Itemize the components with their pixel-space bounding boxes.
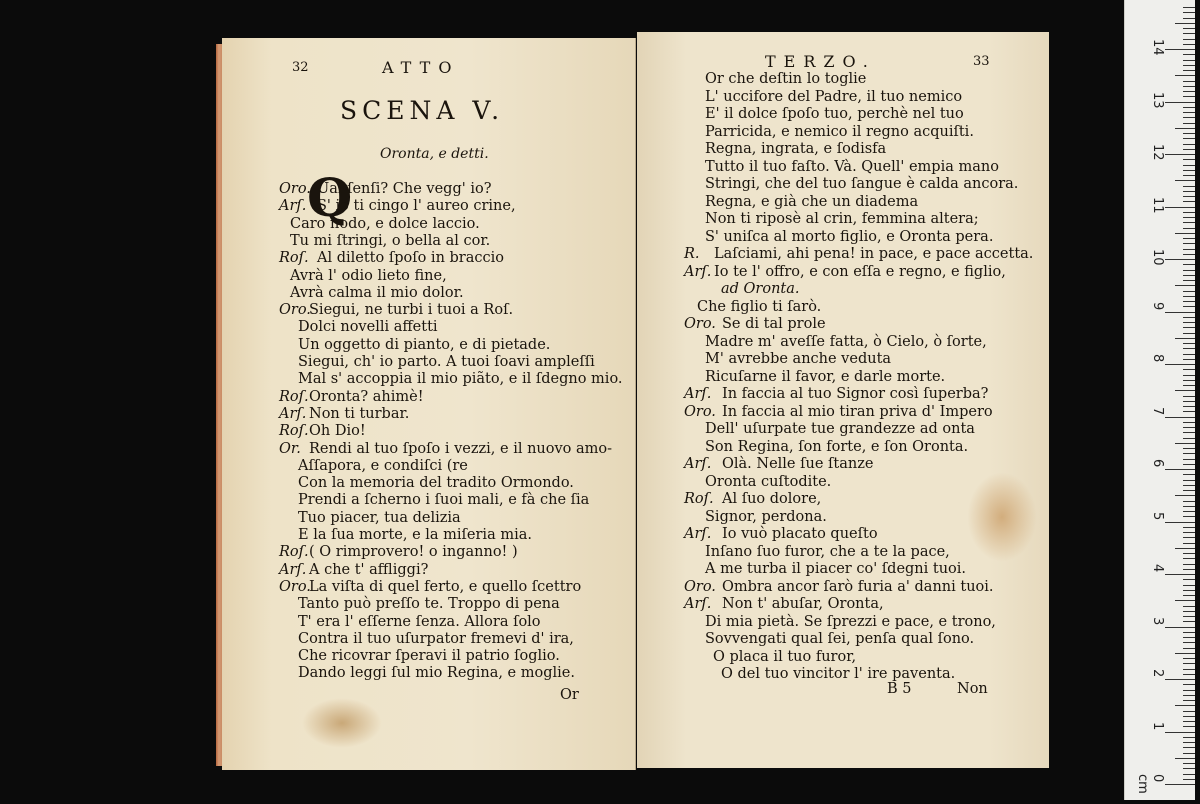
verse-line: E la ſua morte, e la miſeria mia. [298, 527, 532, 543]
verse-line: S' uniſca al morto figlio, e Oronta pera. [705, 228, 994, 245]
ruler-label: 4 [1150, 564, 1165, 573]
ruler-tick [1183, 306, 1195, 307]
verse-line: M' avrebbe anche veduta [705, 351, 892, 367]
ruler-tick [1165, 574, 1195, 575]
ruler-tick [1175, 653, 1195, 654]
ruler-tick [1183, 186, 1195, 187]
verse-line: Tanto può preſſo te. Troppo di pena [298, 596, 560, 613]
ruler-tick [1183, 564, 1195, 565]
ruler-tick [1183, 695, 1195, 696]
ruler-tick [1183, 144, 1195, 145]
verse-line: Oh Dio! [309, 423, 366, 440]
ruler-tick [1183, 753, 1195, 754]
ruler-tick [1183, 28, 1195, 29]
verse-line: Avrà calma il mio dolor. [290, 284, 464, 301]
ruler-tick [1183, 322, 1195, 323]
verse-line: Non ti riposè al crin, femmina altera; [705, 211, 979, 227]
verse-line: Signor, perdona. [705, 508, 827, 525]
ruler-tick [1183, 39, 1195, 40]
verse-line: Dolci novelli affetti [298, 319, 438, 336]
ruler-tick [1183, 60, 1195, 61]
ruler-tick [1183, 527, 1195, 528]
ruler-tick [1183, 480, 1195, 481]
ruler-tick [1183, 411, 1195, 412]
ruler-label: 7 [1150, 406, 1165, 415]
ruler-tick [1183, 165, 1195, 166]
ruler-tick [1183, 91, 1195, 92]
ruler-tick [1183, 669, 1195, 670]
ruler-tick [1183, 86, 1195, 87]
drop-capital: Q [307, 168, 353, 229]
ruler-tick [1183, 569, 1195, 570]
speaker-abbrev: Roſ. [684, 491, 714, 507]
ruler-tick [1183, 585, 1195, 586]
verse-line: Caro nodo, e dolce laccio. [290, 215, 480, 232]
ruler-tick [1183, 674, 1195, 675]
ruler-tick [1165, 784, 1195, 785]
speaker-abbrev: Arſ. [684, 456, 712, 472]
signature-mark: B 5 [887, 681, 912, 697]
ruler-label: 10 [1150, 249, 1165, 266]
ruler-tick [1183, 485, 1195, 486]
ruler-tick [1183, 333, 1195, 334]
ruler-tick [1165, 312, 1195, 313]
ruler-tick [1183, 543, 1195, 544]
speaker-abbrev: Arſ. [684, 263, 712, 280]
ruler-label: 11 [1150, 196, 1165, 214]
ruler-label: 12 [1150, 144, 1165, 161]
ruler-label: 6 [1150, 459, 1165, 468]
ruler-tick [1183, 537, 1195, 538]
ruler-tick [1183, 553, 1195, 554]
ruler-label: 2 [1150, 669, 1165, 678]
ruler-tick [1183, 228, 1195, 229]
ruler-tick [1175, 285, 1195, 286]
right-page-number: 33 [973, 54, 990, 69]
verse-line: Siegui, ne turbi i tuoi a Roſ. [309, 302, 514, 319]
verse-line: E' il dolce ſpoſo tuo, perchè nel tuo [705, 106, 964, 122]
ruler-tick [1183, 768, 1195, 769]
ruler-tick [1183, 18, 1195, 19]
right-catchword: Non [957, 681, 988, 697]
ruler-tick [1183, 212, 1195, 213]
ruler-tick [1165, 679, 1195, 680]
verse-line: Contra il tuo uſurpator fremevi d' ira, [298, 630, 574, 647]
foxing-stain [302, 698, 382, 748]
ruler-tick [1165, 732, 1195, 733]
verse-line: Al diletto ſpoſo in braccio [317, 250, 504, 267]
ruler-tick [1183, 606, 1195, 607]
verse-line: Inſano ſuo furor, che a te la pace, [705, 543, 950, 560]
ruler-tick [1183, 632, 1195, 633]
ruler-tick [1183, 222, 1195, 223]
ruler-tick [1183, 438, 1195, 439]
ruler-tick [1183, 7, 1195, 8]
ruler-tick [1183, 238, 1195, 239]
verse-line: Che figlio ti ſarò. [697, 298, 822, 315]
ruler-tick [1183, 149, 1195, 150]
ruler-tick [1183, 327, 1195, 328]
ruler-tick [1165, 154, 1195, 155]
verse-line: Or che deſtin lo toglie [705, 71, 867, 87]
ruler-tick [1183, 317, 1195, 318]
ruler-tick [1183, 716, 1195, 717]
speaker-abbrev: Roſ. [279, 423, 309, 440]
ruler-tick [1183, 779, 1195, 780]
ruler-tick [1183, 642, 1195, 643]
verse-line: A che t' affliggi? [309, 561, 429, 578]
ruler-tick [1183, 249, 1195, 250]
ruler-tick [1183, 196, 1195, 197]
ruler-tick [1175, 548, 1195, 549]
ruler-tick [1183, 301, 1195, 302]
ruler-tick [1183, 506, 1195, 507]
ruler-tick [1175, 600, 1195, 601]
scene-title: SCENA V. [340, 96, 505, 125]
speaker-abbrev: Arſ. [684, 596, 712, 612]
verse-line: O placa il tuo furor, [713, 648, 857, 665]
ruler-tick [1183, 690, 1195, 691]
ruler-tick [1183, 175, 1195, 176]
ruler-label: 9 [1150, 301, 1165, 310]
speaker-abbrev: Roſ. [279, 250, 309, 267]
ruler-tick [1183, 621, 1195, 622]
ruler-label: 5 [1150, 511, 1165, 520]
verse-line: Mal s' accoppia il mio piãto, e il ſdegno mio. [298, 371, 623, 388]
ruler-tick [1183, 616, 1195, 617]
ruler-tick [1165, 259, 1195, 260]
ruler-tick [1183, 490, 1195, 491]
ruler-tick [1165, 102, 1195, 103]
ruler-tick [1183, 354, 1195, 355]
verse-line: Rendi al tuo ſpoſo i vezzi, e il nuovo amo- [309, 440, 613, 457]
ruler-tick [1183, 296, 1195, 297]
ruler-tick [1175, 180, 1195, 181]
ruler-tick [1183, 637, 1195, 638]
verse-line: Al ſuo dolore, [722, 491, 822, 507]
speaker-abbrev: Oro. [279, 181, 311, 197]
ruler-tick [1165, 364, 1195, 365]
left-page [222, 38, 636, 770]
ruler-tick [1183, 44, 1195, 45]
ruler-tick [1175, 443, 1195, 444]
ruler-label: 1 [1150, 721, 1165, 730]
ruler-tick [1175, 338, 1195, 339]
verse-line: La viſta di quel ferto, e quello ſcettro [309, 578, 582, 595]
ruler-tick [1183, 684, 1195, 685]
ruler-tick [1183, 65, 1195, 66]
ruler-tick [1183, 170, 1195, 171]
ruler-tick [1175, 495, 1195, 496]
ruler-tick [1183, 112, 1195, 113]
ruler-tick [1183, 511, 1195, 512]
speaker-abbrev: Roſ. [279, 388, 309, 405]
ruler-tick [1183, 401, 1195, 402]
ruler-tick [1183, 33, 1195, 34]
verse-line: Dando leggi ſul mio Regina, e moglie. [298, 665, 575, 682]
ruler-tick [1183, 427, 1195, 428]
ruler-tick [1183, 343, 1195, 344]
verse-line: Ombra ancor ſarò furia a' danni tuoi. [722, 578, 994, 595]
verse-line: ( O rimprovero! o inganno! ) [309, 544, 518, 561]
ruler-tick [1183, 658, 1195, 659]
verse-line: Sovvengati qual ſei, penſa qual ſono. [705, 631, 975, 647]
ruler-tick [1183, 747, 1195, 748]
ruler-tick [1183, 369, 1195, 370]
ruler-label: 0 cm [1135, 774, 1165, 794]
ruler-tick [1183, 138, 1195, 139]
verse-line: Tu mi ſtringi, o bella al cor. [290, 232, 491, 249]
ruler-tick [1183, 359, 1195, 360]
speaker-abbrev: Oro. [684, 403, 716, 420]
verse-line: Tutto il tuo faſto. Và. Quell' empia mano [705, 158, 999, 175]
speaker-abbrev: Arſ. [279, 561, 307, 578]
verse-line: Io vuò placato queſto [722, 526, 878, 542]
speaker-abbrev: Oro. [684, 578, 716, 595]
speaker-abbrev: Arſ. [684, 386, 712, 402]
speaker-abbrev: Roſ. [279, 544, 309, 561]
verse-line: T' era l' eſſerne ſenza. Allora ſolo [298, 613, 541, 630]
ruler-tick [1165, 469, 1195, 470]
ruler-tick [1165, 49, 1195, 50]
ruler-tick [1183, 54, 1195, 55]
ruler-tick [1183, 737, 1195, 738]
ruler-tick [1183, 422, 1195, 423]
ruler-tick [1183, 774, 1195, 775]
ruler-tick [1165, 417, 1195, 418]
ruler-tick [1183, 96, 1195, 97]
ruler-tick [1183, 700, 1195, 701]
speaker-abbrev: Arſ. [684, 526, 712, 542]
ruler-tick [1183, 558, 1195, 559]
ruler-tick [1165, 522, 1195, 523]
ruler-tick [1175, 75, 1195, 76]
ruler-tick [1183, 742, 1195, 743]
ruler-tick [1165, 627, 1195, 628]
ruler-tick [1183, 663, 1195, 664]
verse-line: Madre m' aveſſe fatta, ò Cielo, ò ſorte, [705, 333, 987, 350]
verse-line: Che ricovrar ſperavi il patrio ſoglio. [298, 648, 560, 665]
ruler-tick [1175, 233, 1195, 234]
ruler-tick [1183, 763, 1195, 764]
verse-line: Oronta? ahimè! [309, 388, 424, 405]
verse-line: S' io ti cingo l' aureo crine, [317, 198, 516, 215]
verse-line: Tuo piacer, tua delizia [298, 509, 461, 526]
ruler-tick [1183, 107, 1195, 108]
speaker-abbrev: Or. [279, 440, 301, 457]
verse-line: In faccia al mio tiran priva d' Impero [722, 403, 993, 420]
ruler-tick [1183, 375, 1195, 376]
speaker-abbrev: R. [684, 246, 700, 262]
ruler-tick [1175, 705, 1195, 706]
ruler-label: 13 [1150, 91, 1165, 109]
ruler-tick [1183, 123, 1195, 124]
ruler-tick [1183, 726, 1195, 727]
verse-line: Olà. Nelle ſue ſtanze [722, 456, 874, 472]
ruler-label: 14 [1150, 39, 1165, 56]
verse-line: Dell' uſurpate tue grandezze ad onta [705, 421, 975, 437]
verse-line: A me turba il piacer co' ſdegni tuoi. [705, 561, 967, 577]
ruler-tick [1183, 12, 1195, 13]
left-page-number: 32 [292, 60, 309, 75]
ruler-tick [1183, 280, 1195, 281]
ruler-tick [1183, 159, 1195, 160]
ruler-label: 8 [1150, 354, 1165, 363]
ruler-tick [1183, 579, 1195, 580]
verse-line: Prendi a ſcherno i ſuoi mali, e fà che ſia [298, 492, 590, 509]
speaker-abbrev: Oro. [684, 316, 716, 332]
ruler-tick [1175, 758, 1195, 759]
ruler-tick [1183, 648, 1195, 649]
ruler-tick [1183, 532, 1195, 533]
ruler-label: 3 [1150, 616, 1165, 625]
verse-line: Io te l' offro, e con eſſa e regno, e figlio, [714, 263, 1006, 280]
left-running-head: ATTO [382, 58, 460, 77]
speaker-abbrev: Oro. [279, 578, 311, 595]
ruler-tick [1183, 217, 1195, 218]
verse-line: Laſciami, ahi pena! in pace, e pace accetta. [714, 246, 1034, 262]
speaker-abbrev: Oro. [279, 302, 311, 319]
verse-line: Aſſapora, e condiſci (re [298, 457, 468, 474]
verse-line: Parricida, e nemico il regno acquiſti. [705, 123, 974, 140]
ruler-tick [1183, 474, 1195, 475]
ruler-tick [1183, 453, 1195, 454]
verse-line: Un oggetto di pianto, e di pietade. [298, 336, 551, 353]
verse-line: O del tuo vincitor l' ire paventa. [721, 666, 956, 682]
ruler-tick [1183, 611, 1195, 612]
ruler-tick [1183, 117, 1195, 118]
verse-line: Son Regina, ſon forte, e ſon Oronta. [705, 438, 969, 455]
verse-line: ad Oronta. [721, 281, 800, 297]
stage-note: Oronta, e detti. [380, 146, 489, 162]
ruler-tick [1183, 254, 1195, 255]
ruler-tick [1183, 201, 1195, 202]
ruler-tick [1183, 459, 1195, 460]
left-catchword: Or [560, 687, 579, 703]
ruler-tick [1183, 264, 1195, 265]
ruler-tick [1183, 516, 1195, 517]
verse-line: L' uccifore del Padre, il tuo nemico [705, 88, 963, 105]
ruler-tick [1175, 23, 1195, 24]
verse-line: Di mia pietà. Se ſprezzi e pace, e trono, [705, 613, 996, 630]
ruler-tick [1183, 380, 1195, 381]
ruler-tick [1183, 275, 1195, 276]
verse-line: Stringi, che del tuo ſangue è calda ancora. [705, 176, 1019, 192]
verse-line: Con la memoria del tradito Ormondo. [298, 475, 574, 492]
ruler-tick [1183, 396, 1195, 397]
ruler-tick [1175, 128, 1195, 129]
ruler-tick [1183, 270, 1195, 271]
verse-line: Siegui, ch' io parto. A tuoi ſoavi ampleſſi [298, 354, 595, 370]
verse-line: Regna, ingrata, e ſodisfa [705, 141, 887, 157]
ruler-tick [1183, 191, 1195, 192]
ruler-tick [1183, 406, 1195, 407]
speaker-abbrev: Arſ. [279, 405, 307, 422]
ruler-tick [1183, 133, 1195, 134]
ruler-tick [1183, 70, 1195, 71]
ruler-tick [1175, 390, 1195, 391]
ruler-tick [1183, 385, 1195, 386]
foxing-stain [967, 472, 1037, 562]
ruler-tick [1183, 721, 1195, 722]
ruler-tick [1183, 432, 1195, 433]
verse-line: Oronta cuſtodite. [705, 473, 832, 490]
ruler-tick [1165, 207, 1195, 208]
ruler-tick [1183, 348, 1195, 349]
ruler-tick [1183, 243, 1195, 244]
measurement-ruler [1124, 0, 1195, 800]
ruler-tick [1183, 464, 1195, 465]
verse-line: Non ti turbar. [309, 405, 410, 422]
verse-line: Ricuſarne il favor, e darle morte. [705, 368, 946, 385]
ruler-tick [1183, 291, 1195, 292]
verse-line: Avrà l' odio lieto fine, [290, 267, 447, 284]
ruler-tick [1183, 711, 1195, 712]
verse-line: In faccia al tuo Signor così ſuperba? [722, 386, 989, 402]
speaker-abbrev: Arſ. [279, 198, 307, 215]
right-page [637, 32, 1049, 768]
ruler-tick [1183, 501, 1195, 502]
verse-line: Regna, e già che un diadema [705, 193, 919, 210]
right-running-head: TERZO. [765, 52, 876, 71]
ruler-tick [1183, 590, 1195, 591]
ruler-tick [1183, 595, 1195, 596]
verse-line: Se di tal prole [722, 316, 826, 332]
ruler-tick [1183, 448, 1195, 449]
verse-line: Non t' abuſar, Oronta, [722, 596, 884, 612]
verse-line: Uai ſenſi? Che vegg' io? [317, 181, 492, 197]
ruler-tick [1183, 81, 1195, 82]
